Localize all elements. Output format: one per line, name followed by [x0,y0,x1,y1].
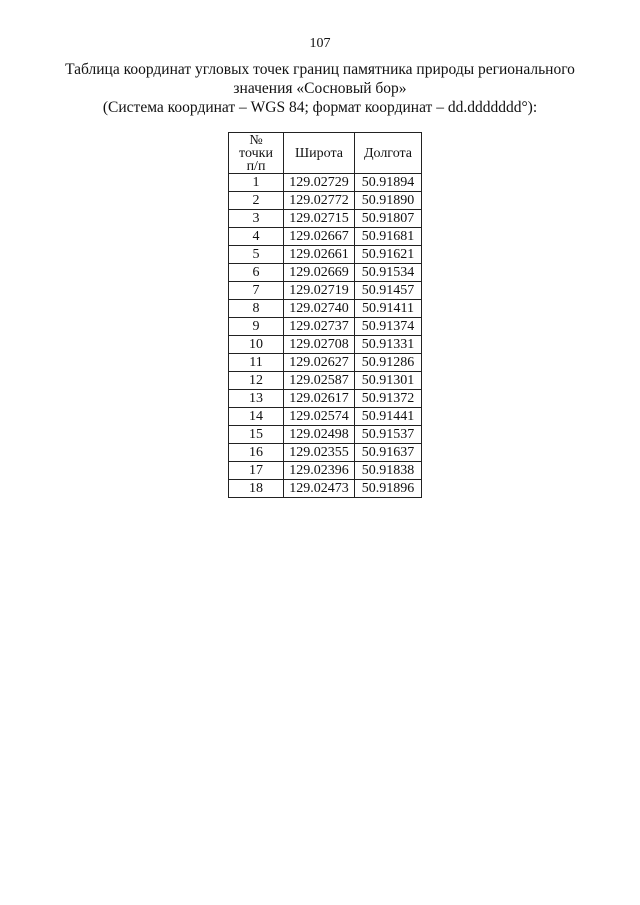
cell-point-number: 8 [229,300,284,318]
cell-latitude: 129.02627 [284,354,355,372]
table-row [229,282,422,300]
header-latitude: Широта [284,133,355,174]
cell-point-number: 5 [229,246,284,264]
table-row [229,246,422,264]
cell-latitude: 129.02708 [284,336,355,354]
cell-longitude: 50.91374 [355,318,422,336]
cell-latitude: 129.02772 [284,192,355,210]
cell-point-number: 10 [229,336,284,354]
cell-longitude: 50.91411 [355,300,422,318]
cell-point-number: 4 [229,228,284,246]
cell-latitude: 129.02587 [284,372,355,390]
cell-longitude: 50.91441 [355,408,422,426]
cell-latitude: 129.02574 [284,408,355,426]
cell-longitude: 50.91301 [355,372,422,390]
table-row [229,264,422,282]
cell-longitude: 50.91807 [355,210,422,228]
table-row [229,480,422,498]
table-row [229,210,422,228]
cell-longitude: 50.91331 [355,336,422,354]
table-row [229,372,422,390]
cell-point-number: 1 [229,174,284,192]
coordinates-table [228,132,422,498]
cell-longitude: 50.91372 [355,390,422,408]
coordinate-system-note: (Система координат – WGS 84; формат координат – dd.ddddddd°): [102,99,538,116]
cell-latitude: 129.02737 [284,318,355,336]
cell-latitude: 129.02669 [284,264,355,282]
table-row [229,192,422,210]
cell-point-number: 2 [229,192,284,210]
cell-longitude: 50.91681 [355,228,422,246]
cell-latitude: 129.02667 [284,228,355,246]
cell-point-number: 18 [229,480,284,498]
table-header-row [229,133,422,174]
table-row [229,354,422,372]
table-row [229,228,422,246]
cell-latitude: 129.02740 [284,300,355,318]
cell-latitude: 129.02719 [284,282,355,300]
cell-latitude: 129.02715 [284,210,355,228]
table-row [229,426,422,444]
cell-longitude: 50.91637 [355,444,422,462]
cell-point-number: 14 [229,408,284,426]
cell-longitude: 50.91534 [355,264,422,282]
page-number: 107 [309,36,331,51]
header-num-line-3: п/п [246,158,266,174]
table-row [229,408,422,426]
cell-point-number: 9 [229,318,284,336]
table-row [229,390,422,408]
title-line-1: Таблица координат угловых точек границ памятника природы регионального [65,61,575,78]
cell-longitude: 50.91457 [355,282,422,300]
header-point-number [229,133,284,174]
cell-latitude: 129.02498 [284,426,355,444]
cell-point-number: 7 [229,282,284,300]
cell-latitude: 129.02617 [284,390,355,408]
cell-longitude: 50.91537 [355,426,422,444]
header-num-line-1: № [249,132,263,148]
table-row [229,174,422,192]
table-row [229,318,422,336]
cell-latitude: 129.02473 [284,480,355,498]
cell-longitude: 50.91894 [355,174,422,192]
document-title [30,60,610,98]
table-row [229,336,422,354]
cell-longitude: 50.91890 [355,192,422,210]
cell-point-number: 3 [229,210,284,228]
cell-point-number: 17 [229,462,284,480]
cell-point-number: 15 [229,426,284,444]
cell-point-number: 6 [229,264,284,282]
table-row [229,444,422,462]
header-num-line-2: точки [239,145,273,161]
cell-longitude: 50.91838 [355,462,422,480]
table-row [229,462,422,480]
cell-latitude: 129.02729 [284,174,355,192]
cell-longitude: 50.91286 [355,354,422,372]
table-row [229,300,422,318]
table-body [229,174,422,498]
cell-point-number: 16 [229,444,284,462]
title-line-2: значения «Сосновый бор» [233,80,407,97]
cell-latitude: 129.02396 [284,462,355,480]
cell-longitude: 50.91896 [355,480,422,498]
cell-latitude: 129.02661 [284,246,355,264]
cell-point-number: 13 [229,390,284,408]
header-longitude: Долгота [355,133,422,174]
cell-point-number: 11 [229,354,284,372]
cell-point-number: 12 [229,372,284,390]
cell-longitude: 50.91621 [355,246,422,264]
cell-latitude: 129.02355 [284,444,355,462]
